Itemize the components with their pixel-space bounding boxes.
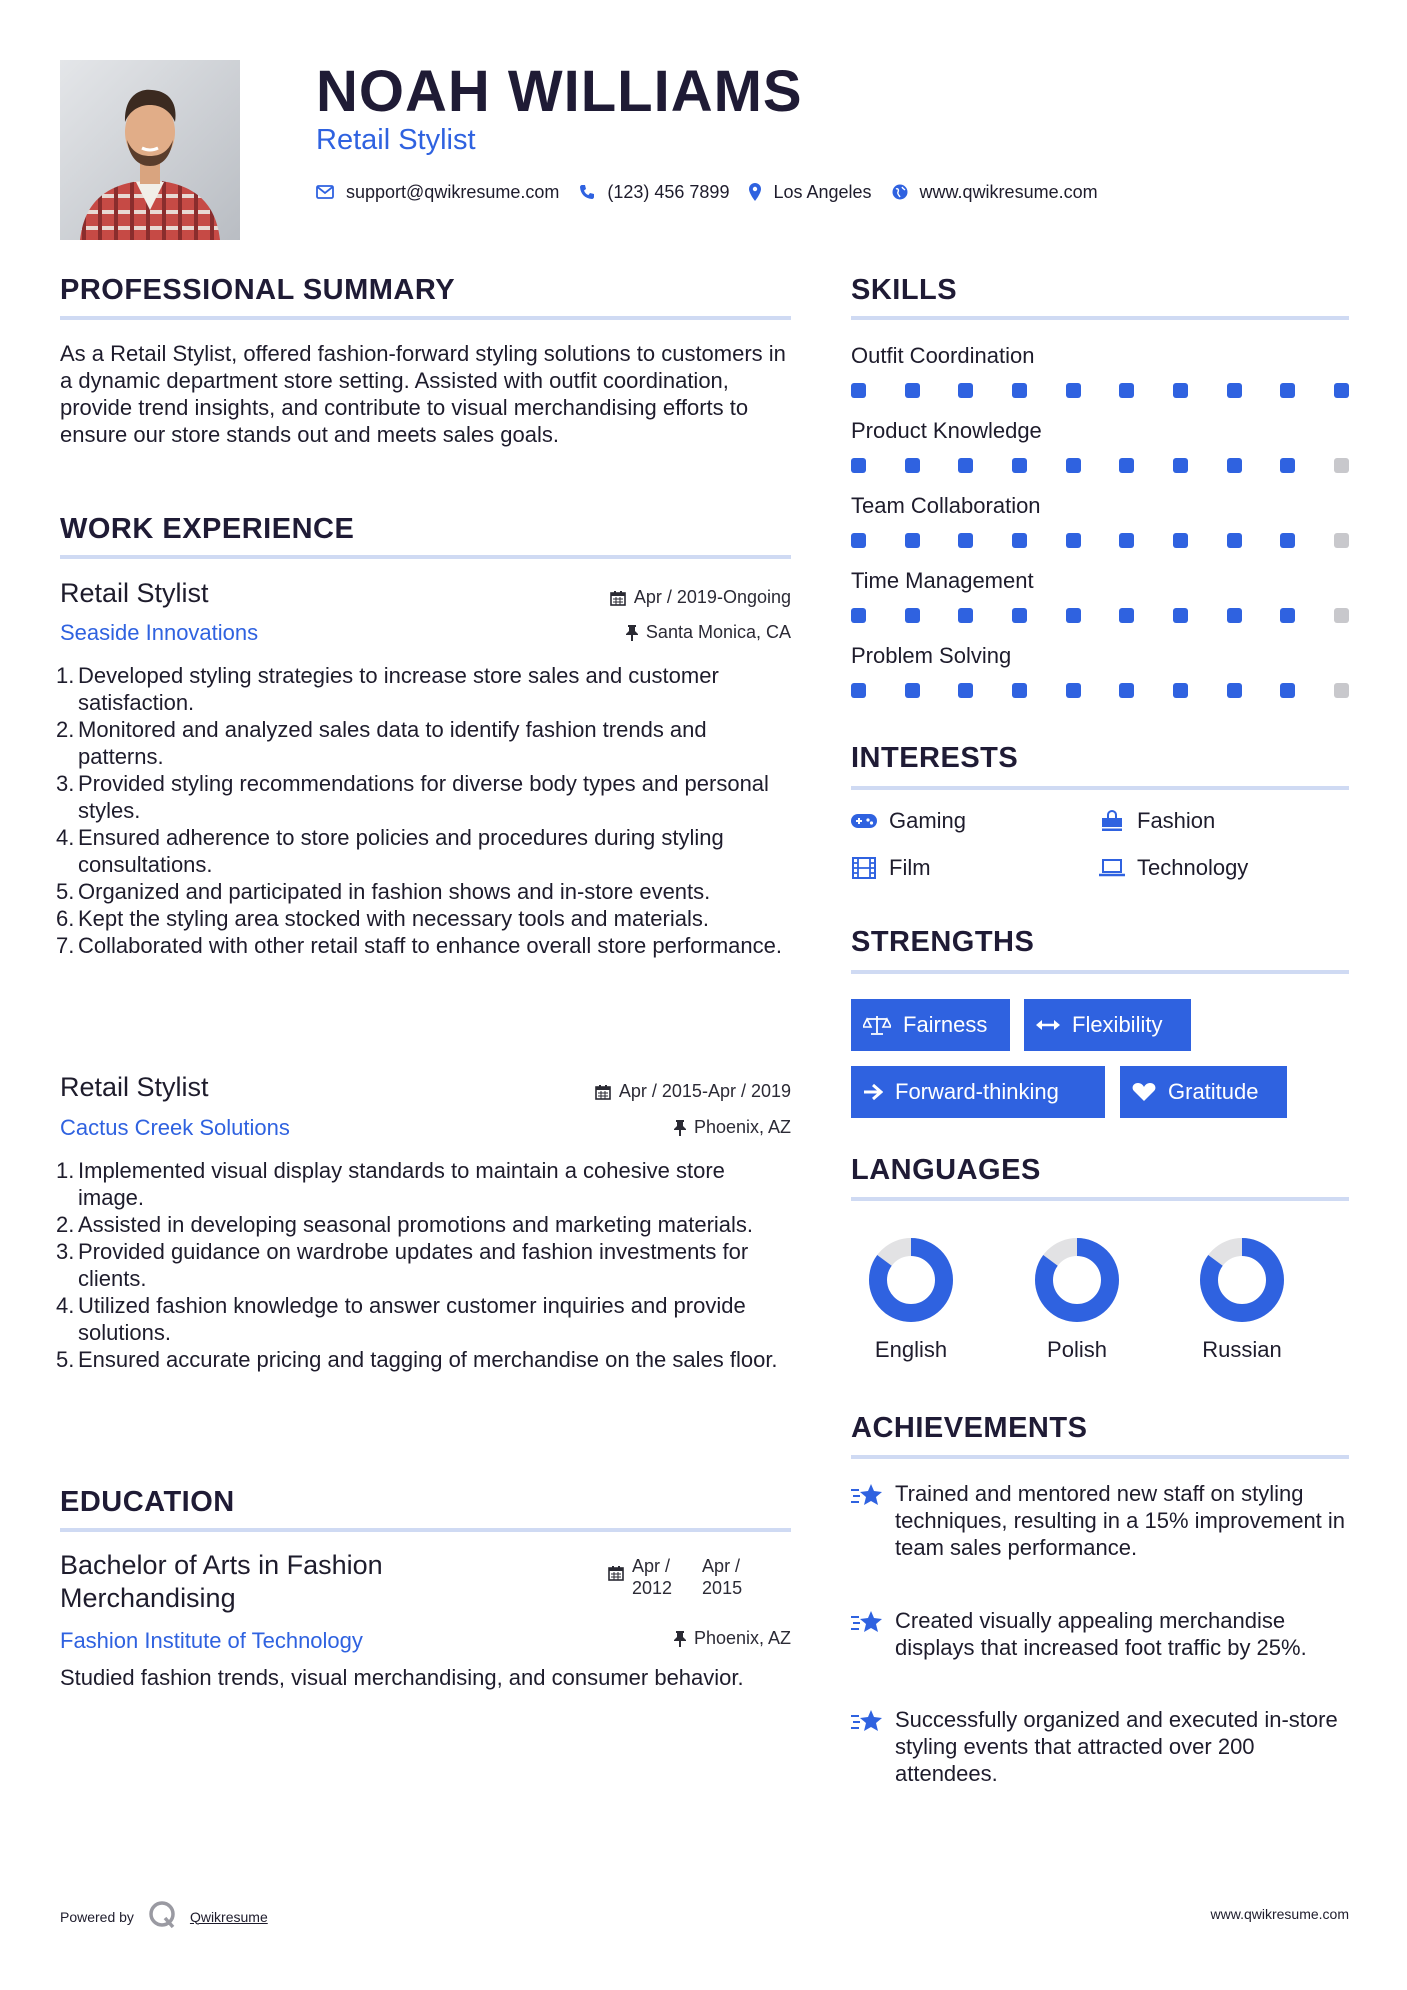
- skill-rating: [851, 458, 1349, 474]
- skill-dot-filled: [1012, 608, 1027, 623]
- footer-powered-by: [60, 1900, 268, 1933]
- skill-dot-filled: [1173, 608, 1188, 623]
- interests-rule: [851, 786, 1349, 790]
- skill-rating: [851, 533, 1349, 549]
- profile-photo: [60, 60, 240, 240]
- skill-dot-empty: [1334, 533, 1349, 548]
- skill-dot-filled: [851, 533, 866, 548]
- skill-rating: [851, 383, 1349, 399]
- job-dates: [610, 587, 791, 608]
- job-title: Retail Stylist: [60, 578, 209, 608]
- contact-email[interactable]: support@qwikresume.com: [346, 181, 560, 202]
- skill-dot-filled: [905, 683, 920, 698]
- language-donut: [866, 1235, 956, 1325]
- job-dates-text: Apr / 2019-Ongoing: [633, 587, 791, 607]
- list-item: 3. Provided guidance on wardrobe updates and fashion investments for clients.: [56, 1239, 749, 1291]
- education-rule: [60, 1528, 791, 1532]
- skill-dot-filled: [1280, 683, 1295, 698]
- skill-name: Time Management: [851, 568, 1034, 593]
- skill-dot-filled: [1066, 683, 1081, 698]
- arrow-right-icon: [863, 1083, 883, 1101]
- strength-tag: [851, 999, 1010, 1051]
- job-location: [626, 622, 791, 643]
- interest-item: [851, 855, 931, 881]
- degree-line-2: Merchandising: [60, 1583, 236, 1613]
- summary-text: As a Retail Stylist, offered fashion-forward styling solutions to customers in a dynamic department store setting. Assisted with outfit coordination, provide trend insights, and contribute to visual merchandising efforts to ensure our store stands out and meets sales goals.: [60, 341, 786, 447]
- skill-dot-filled: [1119, 383, 1134, 398]
- education-description: Studied fashion trends, visual merchandising, and consumer behavior.: [60, 1665, 744, 1690]
- skill-dot-filled: [958, 458, 973, 473]
- degree-line-1: Bachelor of Arts in Fashion: [60, 1550, 383, 1580]
- skill-dot-filled: [1173, 533, 1188, 548]
- education-heading: EDUCATION: [60, 1486, 235, 1518]
- strength-label: Forward-thinking: [895, 1079, 1059, 1104]
- skill-name: Problem Solving: [851, 643, 1012, 668]
- job-dates-text: Apr / 2015-Apr / 2019: [618, 1081, 791, 1101]
- skill-dot-filled: [851, 458, 866, 473]
- skills-heading: SKILLS: [851, 274, 958, 306]
- achievement-item: [851, 1706, 1349, 1787]
- skill-dot-empty: [1334, 608, 1349, 623]
- language-item: [1017, 1235, 1137, 1363]
- skill-dot-filled: [1066, 383, 1081, 398]
- list-item: 1. Developed styling strategies to increase store sales and customer satisfaction.: [56, 663, 719, 715]
- list-item: 6. Kept the styling area stocked with necessary tools and materials.: [56, 906, 709, 931]
- list-item: 1. Implemented visual display standards to maintain a cohesive store image.: [56, 1158, 725, 1210]
- school-name: Fashion Institute of Technology: [60, 1628, 363, 1653]
- skill-dot-empty: [1334, 458, 1349, 473]
- contact-website[interactable]: www.qwikresume.com: [919, 181, 1098, 202]
- skill-dot-filled: [1173, 383, 1188, 398]
- languages-heading: LANGUAGES: [851, 1154, 1041, 1186]
- interest-item: [851, 808, 966, 834]
- skills-rule: [851, 316, 1349, 320]
- achievement-text: Trained and mentored new staff on styling techniques, resulting in a 15% improvement in team sales performance.: [895, 1481, 1346, 1560]
- skill-dot-filled: [851, 683, 866, 698]
- skill-dot-filled: [1066, 608, 1081, 623]
- language-donut: [1032, 1235, 1122, 1325]
- film-icon: [851, 857, 877, 879]
- calendar-icon: [610, 590, 626, 606]
- shooting-star-icon: [851, 1706, 895, 1787]
- job-title: Retail Stylist: [60, 1072, 209, 1102]
- skill-dot-filled: [958, 608, 973, 623]
- education-location: [674, 1628, 791, 1649]
- language-item: [851, 1235, 971, 1363]
- summary-rule: [60, 316, 791, 320]
- skill-dot-filled: [1280, 383, 1295, 398]
- skill-dot-filled: [1012, 533, 1027, 548]
- skill-dot-filled: [1066, 533, 1081, 548]
- list-item: 7. Collaborated with other retail staff to enhance overall store performance.: [56, 933, 782, 958]
- job-bullets: [56, 1157, 788, 1373]
- calendar-icon: [608, 1565, 624, 1586]
- skill-dot-filled: [958, 383, 973, 398]
- skill-dot-filled: [958, 683, 973, 698]
- list-item: 4. Ensured adherence to store policies and procedures during styling consultations.: [56, 825, 724, 877]
- contact-phone[interactable]: (123) 456 7899: [607, 181, 730, 202]
- skill-dot-filled: [1227, 533, 1242, 548]
- skill-dot-filled: [1173, 458, 1188, 473]
- skill-dot-empty: [1334, 683, 1349, 698]
- gamepad-icon: [851, 813, 877, 829]
- shooting-star-icon: [851, 1607, 895, 1661]
- job-company: Cactus Creek Solutions: [60, 1115, 290, 1140]
- language-name: Polish: [1047, 1337, 1107, 1362]
- experience-rule: [60, 555, 791, 559]
- strength-label: Fairness: [903, 1012, 988, 1037]
- skill-rating: [851, 683, 1349, 699]
- skill-dot-filled: [1227, 608, 1242, 623]
- language-name: English: [874, 1337, 948, 1362]
- skill-rating: [851, 608, 1349, 624]
- achievements-rule: [851, 1455, 1349, 1459]
- list-item: 2. Assisted in developing seasonal promotions and marketing materials.: [56, 1212, 754, 1237]
- skill-dot-filled: [905, 383, 920, 398]
- summary-heading: PROFESSIONAL SUMMARY: [60, 274, 456, 306]
- qwikresume-link[interactable]: Qwikresume: [189, 1908, 268, 1925]
- map-marker-icon: [749, 183, 761, 201]
- skill-dot-filled: [1334, 383, 1349, 398]
- education-end: Apr / 2015: [702, 1556, 743, 1598]
- balance-scale-icon: [863, 1015, 891, 1035]
- interests-heading: INTERESTS: [851, 742, 1019, 774]
- skill-dot-filled: [905, 458, 920, 473]
- pushpin-icon: [626, 625, 638, 641]
- job-dates: [595, 1081, 791, 1102]
- qwikresume-logo-icon: [148, 1900, 178, 1933]
- job-company: Seaside Innovations: [60, 620, 259, 645]
- skill-dot-filled: [1227, 458, 1242, 473]
- skill-dot-filled: [958, 533, 973, 548]
- skill-dot-filled: [851, 608, 866, 623]
- strength-label: Gratitude: [1168, 1079, 1259, 1104]
- language-donut: [1197, 1235, 1287, 1325]
- skill-dot-filled: [1012, 458, 1027, 473]
- interest-label: Film: [889, 855, 931, 880]
- shopping-bag-icon: [1099, 810, 1125, 832]
- education-location-text: Phoenix, AZ: [693, 1628, 791, 1648]
- achievement-item: [851, 1607, 1349, 1661]
- skill-dot-filled: [1066, 458, 1081, 473]
- interest-label: Gaming: [889, 808, 967, 833]
- language-name: Russian: [1202, 1337, 1282, 1362]
- skill-dot-filled: [905, 533, 920, 548]
- strength-label: Flexibility: [1072, 1012, 1163, 1037]
- list-item: 5. Ensured accurate pricing and tagging of merchandise on the sales floor.: [56, 1347, 778, 1372]
- skill-dot-filled: [905, 608, 920, 623]
- globe-icon: [892, 184, 908, 200]
- skill-dot-filled: [1280, 608, 1295, 623]
- skill-dot-filled: [1012, 383, 1027, 398]
- skill-dot-filled: [1119, 608, 1134, 623]
- powered-by-label: Powered by: [60, 1908, 134, 1925]
- strength-tag: [1024, 999, 1191, 1051]
- arrows-horizontal-icon: [1036, 1018, 1060, 1032]
- strengths-rule: [851, 970, 1349, 974]
- skill-name: Product Knowledge: [851, 418, 1042, 443]
- candidate-role: Retail Stylist: [316, 124, 476, 156]
- pushpin-icon: [674, 1120, 686, 1136]
- contact-bar: [316, 178, 1118, 206]
- skill-dot-filled: [1119, 533, 1134, 548]
- job-location-text: Santa Monica, CA: [645, 622, 791, 642]
- calendar-icon: [595, 1084, 611, 1100]
- job-location: [674, 1117, 791, 1138]
- skill-dot-filled: [1227, 683, 1242, 698]
- job-location-text: Phoenix, AZ: [693, 1117, 791, 1137]
- envelope-icon: [316, 185, 334, 199]
- footer-url[interactable]: www.qwikresume.com: [1210, 1906, 1349, 1922]
- list-item: 5. Organized and participated in fashion shows and in-store events.: [56, 879, 711, 904]
- shooting-star-icon: [851, 1480, 895, 1561]
- heart-icon: [1132, 1082, 1156, 1102]
- experience-heading: WORK EXPERIENCE: [60, 513, 355, 545]
- interest-label: Technology: [1137, 855, 1249, 880]
- skill-dot-filled: [1280, 533, 1295, 548]
- education-start: Apr / 2012: [632, 1556, 673, 1598]
- interest-label: Fashion: [1137, 808, 1216, 833]
- contact-location: Los Angeles: [773, 181, 872, 202]
- education-dates: [608, 1555, 742, 1599]
- list-item: 4. Utilized fashion knowledge to answer customer inquiries and provide solutions.: [56, 1293, 746, 1345]
- candidate-name: NOAH WILLIAMS: [316, 59, 803, 124]
- laptop-icon: [1099, 859, 1125, 877]
- strength-tag: [1120, 1066, 1287, 1118]
- skill-dot-filled: [1119, 683, 1134, 698]
- list-item: 3. Provided styling recommendations for diverse body types and personal styles.: [56, 771, 769, 823]
- achievement-text: Created visually appealing merchandise displays that increased foot traffic by 25%.: [895, 1608, 1307, 1660]
- phone-icon: [579, 184, 595, 200]
- language-item: [1182, 1235, 1302, 1363]
- skill-name: Outfit Coordination: [851, 343, 1035, 368]
- achievement-text: Successfully organized and executed in-store styling events that attracted over 200 attendees.: [895, 1707, 1338, 1786]
- skill-dot-filled: [1119, 458, 1134, 473]
- skill-dot-filled: [1012, 683, 1027, 698]
- languages-rule: [851, 1197, 1349, 1201]
- skill-name: Team Collaboration: [851, 493, 1041, 518]
- job-bullets: [56, 662, 788, 959]
- strengths-heading: STRENGTHS: [851, 926, 1035, 958]
- skill-dot-filled: [1227, 383, 1242, 398]
- skill-dot-filled: [851, 383, 866, 398]
- achievement-item: [851, 1480, 1349, 1561]
- interest-item: [1099, 855, 1248, 881]
- list-item: 2. Monitored and analyzed sales data to identify fashion trends and patterns.: [56, 717, 707, 769]
- skill-dot-filled: [1173, 683, 1188, 698]
- strength-tag: [851, 1066, 1105, 1118]
- pushpin-icon: [674, 1631, 686, 1647]
- interest-item: [1099, 808, 1215, 834]
- skill-dot-filled: [1280, 458, 1295, 473]
- achievements-heading: ACHIEVEMENTS: [851, 1412, 1088, 1444]
